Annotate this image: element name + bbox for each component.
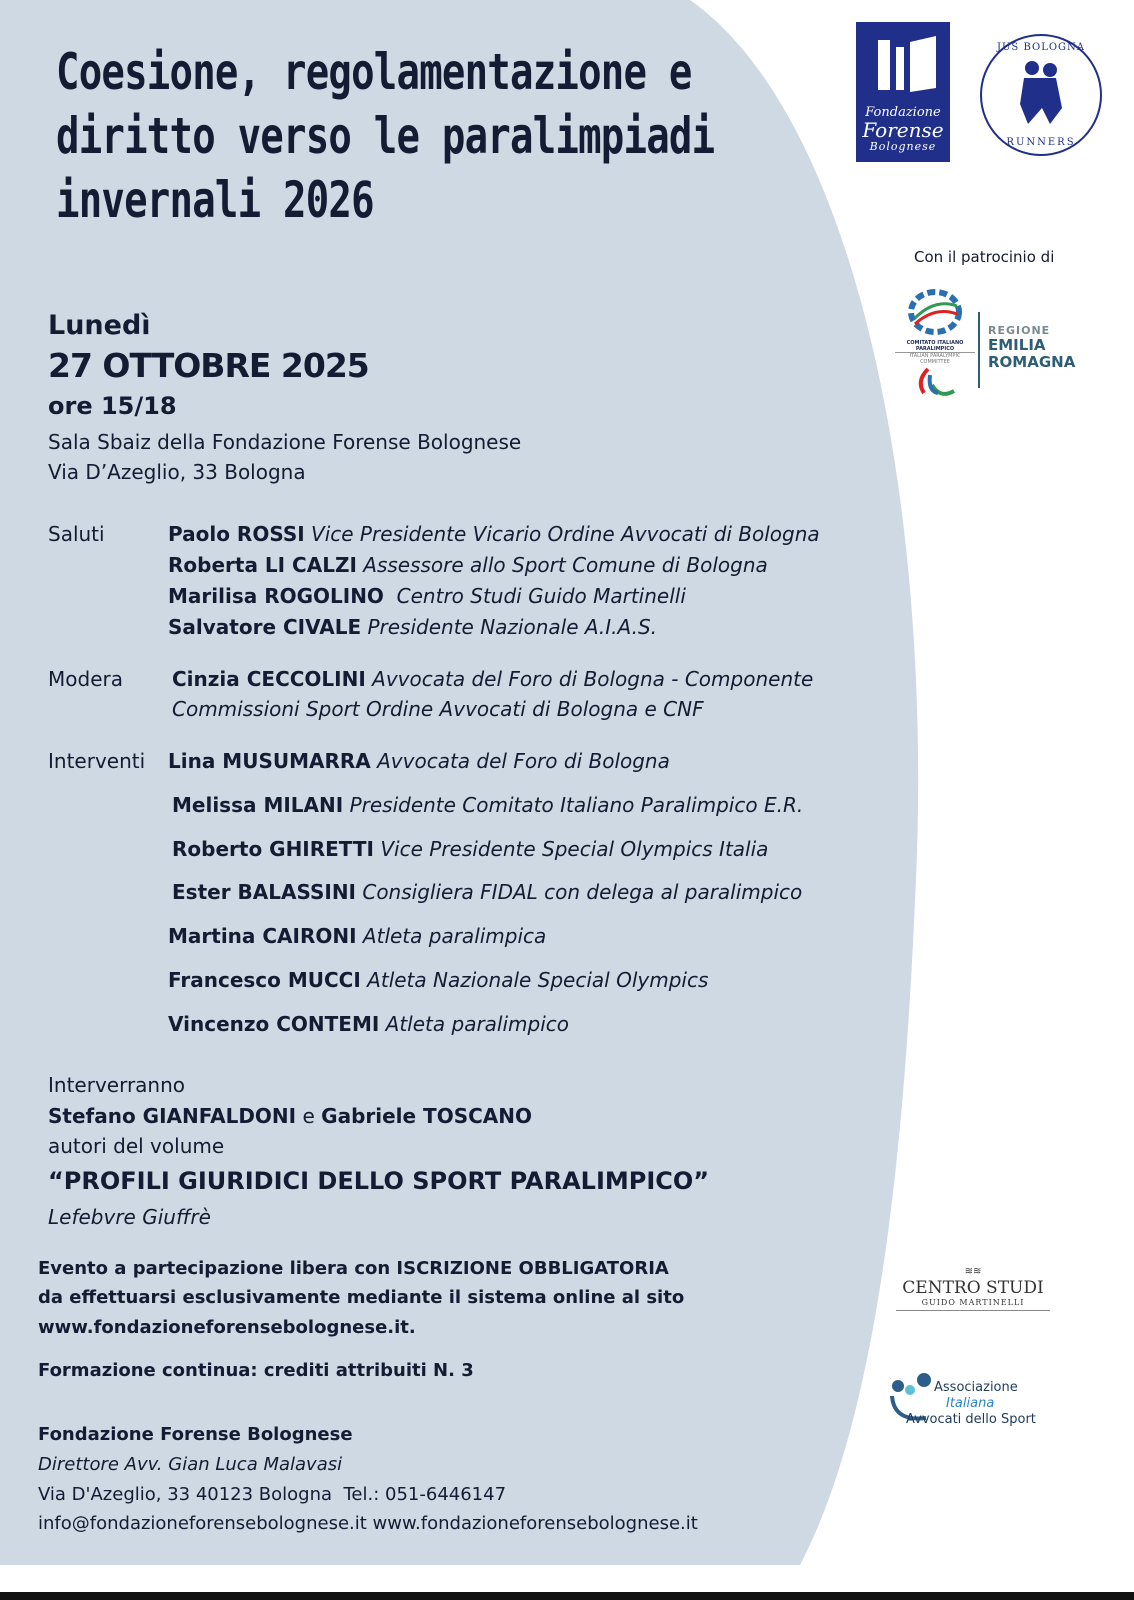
regione-emilia-romagna-logo bbox=[988, 324, 1075, 371]
speaker-name: Vincenzo CONTEMI bbox=[168, 1012, 380, 1036]
speaker-name: Paolo ROSSI bbox=[168, 522, 305, 546]
speaker-name: Marilisa ROGOLINO bbox=[168, 584, 384, 608]
list-item bbox=[168, 924, 546, 948]
section-label: Interventi bbox=[48, 749, 146, 773]
speaker-name: Cinzia CECCOLINI bbox=[172, 667, 366, 691]
registration-line: da effettuarsi esclusivamente mediante il sistema online al sito bbox=[38, 1287, 685, 1308]
patronage-label: Con il patrocinio di bbox=[914, 248, 1055, 266]
speaker-role: Centro Studi Guido Martinelli bbox=[396, 584, 686, 608]
event-place bbox=[48, 427, 521, 487]
book-intro: Interverranno bbox=[48, 1073, 186, 1097]
speaker-name: Salvatore CIVALE bbox=[168, 615, 362, 639]
venue: Sala Sbaiz della Fondazione Forense Bolognese bbox=[48, 430, 522, 454]
book-authors bbox=[48, 1104, 532, 1128]
book-desc: autori del volume bbox=[48, 1134, 225, 1158]
title-line: Coesione, regolamentazione e bbox=[56, 43, 692, 101]
event-date: 27 OTTOBRE 2025 bbox=[48, 346, 369, 385]
registration-link[interactable]: www.fondazioneforensebolognese.it. bbox=[38, 1317, 416, 1338]
address: Via D’Azeglio, 33 Bologna bbox=[48, 460, 306, 484]
speaker-name: Roberto GHIRETTI bbox=[172, 837, 374, 861]
fondazione-forense-logo bbox=[856, 22, 950, 162]
list-item bbox=[172, 667, 813, 691]
speaker-role: Atleta paralimpica bbox=[362, 924, 547, 948]
credits-info: Formazione continua: crediti attribuiti N. 3 bbox=[38, 1360, 474, 1381]
list-item bbox=[168, 1012, 569, 1036]
title-line: diritto verso le paralimpiadi bbox=[56, 107, 715, 165]
event-day: Lunedì bbox=[48, 310, 151, 341]
speaker-name: Ester BALASSINI bbox=[172, 880, 356, 904]
section-label: Saluti bbox=[48, 522, 105, 546]
speaker-role: Assessore allo Sport Comune di Bologna bbox=[363, 553, 768, 577]
speaker-name: Martina CAIRONI bbox=[168, 924, 357, 948]
list-item bbox=[172, 880, 802, 904]
logo-text: RUNNERS bbox=[1006, 137, 1076, 148]
logo-text: Avvocati dello Sport bbox=[906, 1412, 1036, 1427]
list-item bbox=[172, 793, 803, 817]
logo-text: Associazione bbox=[934, 1380, 1018, 1395]
centro-studi-logo bbox=[896, 1266, 1050, 1311]
logo-text: EMILIA bbox=[988, 336, 1046, 354]
speaker-name: Roberta LI CALZI bbox=[168, 553, 357, 577]
logo-text: ROMAGNA bbox=[988, 353, 1076, 371]
list-item bbox=[168, 522, 820, 546]
contact-web[interactable]: info@fondazioneforensebolognese.it www.fondazioneforensebolognese.it bbox=[38, 1513, 698, 1534]
page-title bbox=[56, 40, 714, 232]
globe-stripes-icon bbox=[907, 288, 963, 336]
speaker-name: Melissa MILANI bbox=[172, 793, 344, 817]
book-publisher: Lefebvre Giuffrè bbox=[48, 1205, 211, 1229]
contact-director: Direttore Avv. Gian Luca Malavasi bbox=[38, 1454, 343, 1475]
building-book-icon bbox=[856, 22, 950, 102]
list-item bbox=[168, 749, 670, 773]
contact-address: Via D'Azeglio, 33 40123 Bologna Tel.: 051-6446147 bbox=[38, 1484, 507, 1505]
author-name: Stefano GIANFALDONI bbox=[48, 1104, 297, 1128]
list-item bbox=[168, 968, 708, 992]
jus-bologna-runners-logo bbox=[980, 34, 1102, 156]
logo-text: JUS BOLOGNA bbox=[997, 42, 1085, 53]
bottom-border bbox=[0, 1592, 1134, 1600]
section-label: Modera bbox=[48, 667, 123, 691]
agitos-icon bbox=[910, 365, 960, 399]
speaker-role: Presidente Nazionale A.I.A.S. bbox=[367, 615, 657, 639]
book-title: “PROFILI GIURIDICI DELLO SPORT PARALIMPICO” bbox=[48, 1167, 710, 1195]
event-time: ore 15/18 bbox=[48, 392, 177, 420]
cip-logo bbox=[895, 288, 975, 403]
logo-text: Italiana bbox=[946, 1396, 995, 1411]
title-line: invernali 2026 bbox=[56, 171, 374, 229]
list-item bbox=[168, 553, 768, 577]
logo-text: Forense bbox=[862, 118, 944, 142]
speaker-name: Francesco MUCCI bbox=[168, 968, 361, 992]
runners-icon bbox=[1006, 58, 1076, 128]
logo-text: COMITATO ITALIANO PARALIMPICO bbox=[906, 340, 964, 352]
speaker-role: Consigliera FIDAL con delega al paralimpico bbox=[362, 880, 803, 904]
speaker-role: Avvocata del Foro di Bologna bbox=[377, 749, 670, 773]
speaker-role: Vice Presidente Vicario Ordine Avvocati di Bologna bbox=[311, 522, 820, 546]
speaker-name: Lina MUSUMARRA bbox=[168, 749, 371, 773]
logo-text: REGIONE bbox=[988, 324, 1051, 337]
speaker-role: Atleta paralimpico bbox=[385, 1012, 570, 1036]
conjunction: e bbox=[302, 1104, 315, 1128]
speaker-role: Avvocata del Foro di Bologna - Componente bbox=[372, 667, 814, 691]
list-item bbox=[168, 615, 657, 639]
open-book-icon: ≋≋ bbox=[964, 1266, 982, 1277]
author-name: Gabriele TOSCANO bbox=[321, 1104, 532, 1128]
logo-text: CENTRO STUDI bbox=[902, 1278, 1044, 1298]
contact-org: Fondazione Forense Bolognese bbox=[38, 1424, 353, 1445]
speaker-role: Vice Presidente Special Olympics Italia bbox=[380, 837, 769, 861]
list-item bbox=[172, 837, 768, 861]
list-item bbox=[168, 584, 686, 608]
speaker-role: Presidente Comitato Italiano Paralimpico E.R. bbox=[349, 793, 804, 817]
logo-text: GUIDO MARTINELLI bbox=[921, 1298, 1025, 1307]
speaker-role: Atleta Nazionale Special Olympics bbox=[367, 968, 709, 992]
registration-line: Evento a partecipazione libera con ISCRIZIONE OBBLIGATORIA bbox=[38, 1258, 669, 1279]
logo-text: Bolognese bbox=[869, 140, 937, 153]
speaker-role: Commissioni Sport Ordine Avvocati di Bologna e CNF bbox=[172, 697, 704, 721]
logo-text: ITALIAN PARALYMPIC COMMITTEE bbox=[895, 352, 975, 365]
logo-text: Fondazione bbox=[865, 105, 941, 120]
